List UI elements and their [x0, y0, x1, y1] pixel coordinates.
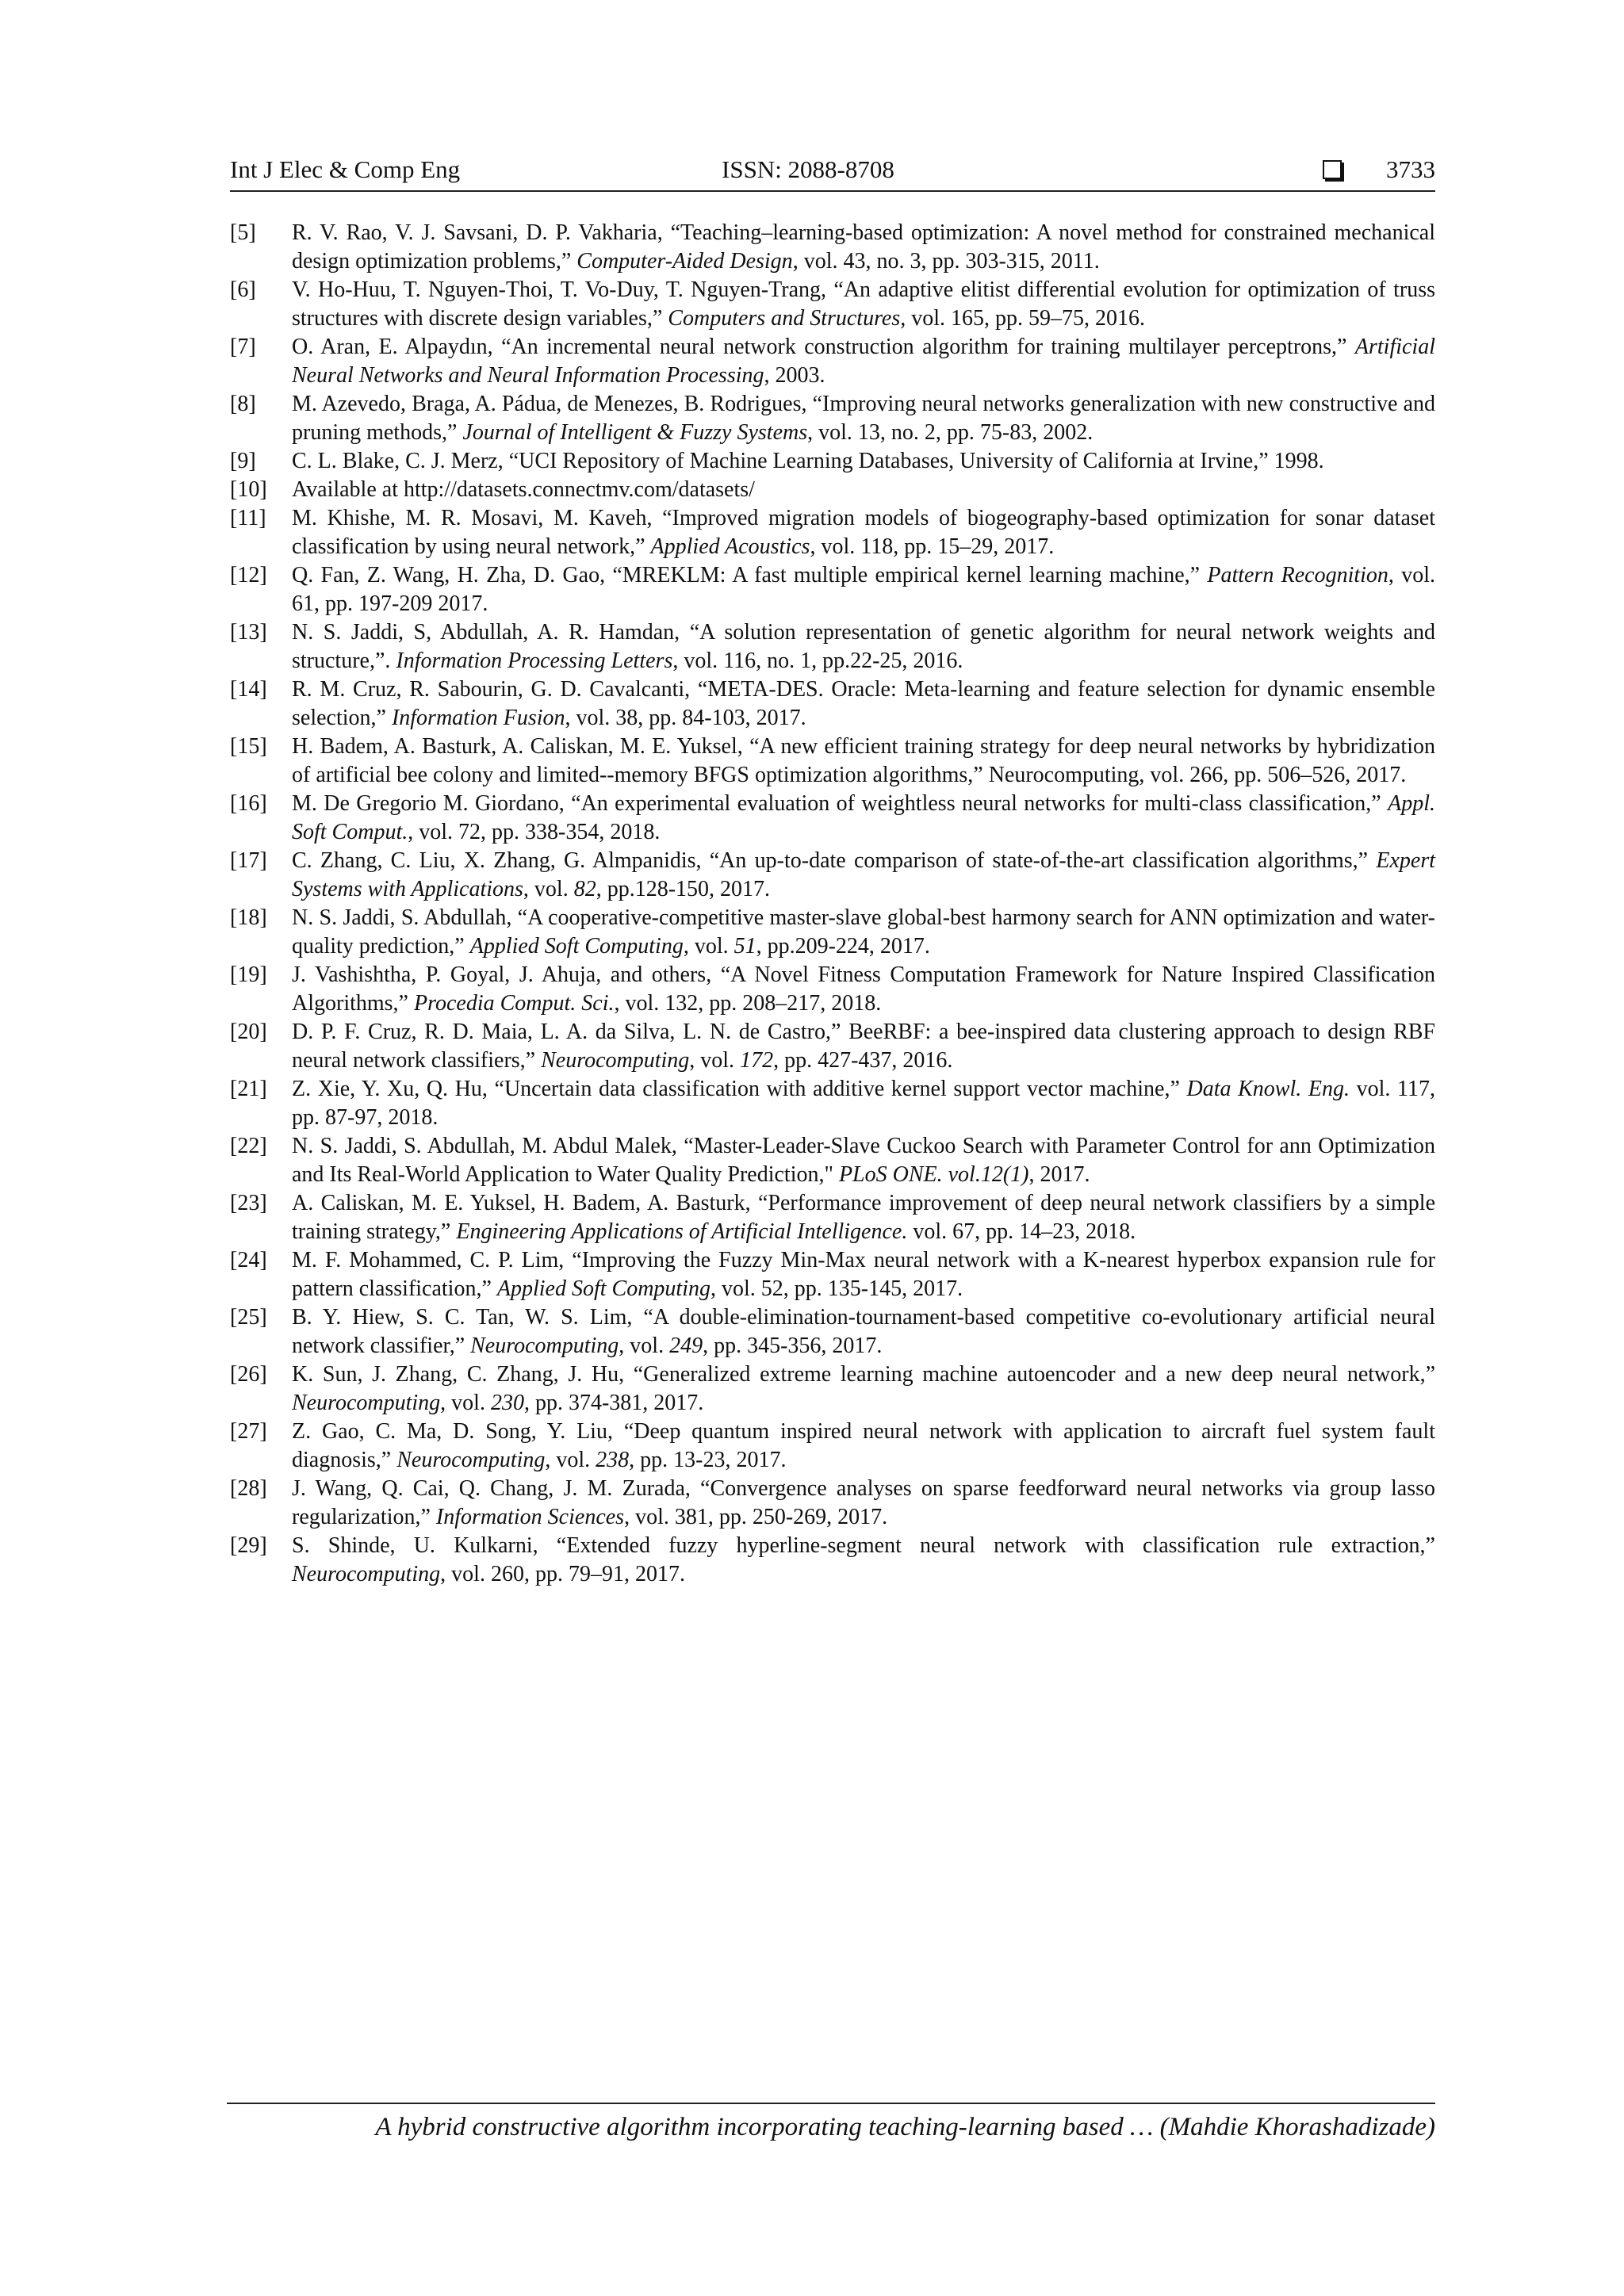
- reference-text-run: J. Wang, Q. Cai, Q. Chang, J. M. Zurada, “Convergence analyses on sparse feedforward neural networks via group lasso regularization,”: [292, 1476, 1435, 1529]
- reference-item: [230, 276, 1435, 333]
- reference-text-run: , vol.: [619, 1334, 670, 1358]
- reference-text: [292, 1132, 1435, 1189]
- reference-text-run: D. P. F. Cruz, R. D. Maia, L. A. da Silva, L. N. de Castro,” BeeRBF: a bee-inspired data clustering approach to design RBF neural network classifiers,”: [292, 1020, 1435, 1073]
- reference-text: [292, 1360, 1435, 1418]
- reference-source-italic: Neurocomputing: [292, 1562, 441, 1586]
- reference-source-italic: PLoS ONE. vol.12(1): [838, 1162, 1029, 1187]
- reference-text-run: M. De Gregorio M. Giordano, “An experimental evaluation of weightless neural networks for multi-class classification,”: [292, 791, 1388, 816]
- reference-text: [292, 1018, 1435, 1075]
- reference-source-italic: Information Fusion: [391, 706, 565, 730]
- reference-number: [26]: [230, 1362, 267, 1387]
- reference-source-italic: 230: [490, 1391, 524, 1415]
- reference-item: [230, 1246, 1435, 1303]
- reference-text: [292, 1418, 1435, 1475]
- reference-text-run: A. Caliskan, M. E. Yuksel, H. Badem, A. Basturk, “Performance improvement of deep neural network classifiers by a simple training strategy,”: [292, 1191, 1435, 1244]
- reference-source-italic: 249: [669, 1334, 703, 1358]
- reference-text-run: , vol. 118, pp. 15–29, 2017.: [810, 534, 1055, 559]
- reference-number: [28]: [230, 1476, 267, 1501]
- reference-item: [230, 1132, 1435, 1189]
- page-number: 3733: [1386, 155, 1435, 183]
- reference-text-run: , vol. 116, no. 1, pp.22-25, 2016.: [672, 649, 963, 673]
- reference-text-run: , vol. 43, no. 3, pp. 303-315, 2011.: [792, 249, 1100, 274]
- reference-number: [27]: [230, 1419, 267, 1444]
- reference-text: [292, 1475, 1435, 1532]
- reference-item: [230, 447, 1435, 476]
- reference-number: [11]: [230, 506, 266, 530]
- reference-number: [6]: [230, 277, 256, 302]
- reference-text: [292, 219, 1435, 276]
- reference-text: [292, 1303, 1435, 1360]
- reference-item: [230, 1475, 1435, 1532]
- reference-text-run: Q. Fan, Z. Wang, H. Zha, D. Gao, “MREKLM: A fast multiple empirical kernel learning machine,”: [292, 563, 1208, 587]
- reference-text-run: , pp. 427-437, 2016.: [773, 1048, 953, 1073]
- reference-text-run: N. S. Jaddi, S, Abdullah, A. R. Hamdan, “A solution representation of genetic algorithm for neural network weights and structure,”.: [292, 620, 1435, 673]
- reference-source-italic: 82: [573, 877, 596, 901]
- reference-text-run: Z. Gao, C. Ma, D. Song, Y. Liu, “Deep quantum inspired neural network with application to aircraft fuel system fault diagnosis,”: [292, 1419, 1435, 1472]
- reference-text: [292, 1189, 1435, 1246]
- reference-text-run: , pp. 374-381, 2017.: [523, 1391, 704, 1415]
- reference-text: [292, 733, 1435, 790]
- reference-text-run: , pp. 13-23, 2017.: [629, 1448, 787, 1472]
- reference-text-run: , 2017.: [1028, 1162, 1090, 1187]
- reference-number: [12]: [230, 563, 267, 587]
- reference-number: [23]: [230, 1191, 267, 1215]
- reference-number: [25]: [230, 1305, 267, 1330]
- reference-text-run: V. Ho-Huu, T. Nguyen-Thoi, T. Vo-Duy, T. Nguyen-Trang, “An adaptive elitist differential evolution for optimization of truss structures with discrete design variables,”: [292, 277, 1435, 331]
- reference-item: [230, 1360, 1435, 1418]
- reference-text-run: C. Zhang, C. Liu, X. Zhang, G. Almpanidis, “An up-to-date comparison of state-of-the-art classification algorithms,”: [292, 848, 1377, 873]
- reference-text: [292, 561, 1435, 618]
- reference-number: [5]: [230, 220, 256, 245]
- reference-number: [17]: [230, 848, 267, 873]
- reference-text-run: vol. 67, pp. 14–23, 2018.: [907, 1219, 1136, 1244]
- reference-text: [292, 476, 1435, 504]
- reference-text-run: , vol. 52, pp. 135-145, 2017.: [710, 1276, 963, 1301]
- reference-text: [292, 675, 1435, 733]
- reference-number: [29]: [230, 1533, 267, 1558]
- issn-label: ISSN: 2088-8708: [722, 155, 894, 183]
- reference-text: [292, 904, 1435, 961]
- reference-source-italic: Journal of Intelligent & Fuzzy Systems: [462, 420, 808, 445]
- reference-text-run: N. S. Jaddi, S. Abdullah, “A cooperative-competitive master-slave global-best harmony search for ANN optimization and water-quality prediction,”: [292, 905, 1435, 959]
- reference-source-italic: Pattern Recognition: [1207, 563, 1388, 587]
- reference-number: [13]: [230, 620, 267, 645]
- reference-text: [292, 961, 1435, 1018]
- reference-text: [292, 1532, 1435, 1589]
- reference-item: [230, 961, 1435, 1018]
- reference-list: [230, 219, 1435, 1589]
- reference-number: [7]: [230, 335, 256, 359]
- reference-text-run: , vol. 260, pp. 79–91, 2017.: [440, 1562, 685, 1586]
- reference-text-run: , vol. 72, pp. 338-354, 2018.: [408, 820, 661, 844]
- reference-text: [292, 1075, 1435, 1132]
- reference-text-run: N. S. Jaddi, S. Abdullah, M. Abdul Malek, “Master-Leader-Slave Cuckoo Search with Parameter Control for ann Optimization and Its Real-World Application to Water Quality Prediction,": [292, 1134, 1435, 1187]
- reference-text-run: H. Badem, A. Basturk, A. Caliskan, M. E. Yuksel, “A new efficient training strategy for deep neural networks by hybridization of artificial bee colony and limited--memory BFGS optimization algorithms,” Neurocomputing, vol. 266, pp. 506–526, 2017.: [292, 734, 1435, 787]
- reference-text-run: B. Y. Hiew, S. C. Tan, W. S. Lim, “A double-elimination-tournament-based competitive co-evolutionary artificial neural network classifier,”: [292, 1305, 1435, 1358]
- reference-source-italic: Computers and Structures: [668, 306, 901, 331]
- reference-source-italic: Procedia Comput. Sci.: [414, 991, 615, 1016]
- reference-text-run: , 2003.: [764, 363, 825, 388]
- reference-source-italic: Applied Soft Computing: [496, 1276, 710, 1301]
- reference-text-run: M. Khishe, M. R. Mosavi, M. Kaveh, “Improved migration models of biogeography-based optimization for sonar dataset classification by using neural network,”: [292, 506, 1435, 559]
- reference-item: [230, 618, 1435, 675]
- reference-text-run: S. Shinde, U. Kulkarni, “Extended fuzzy hyperline-segment neural network with classification rule extraction,”: [292, 1533, 1435, 1558]
- reference-number: [14]: [230, 677, 267, 702]
- reference-item: [230, 675, 1435, 733]
- reference-text: [292, 333, 1435, 390]
- reference-text-run: , vol. 132, pp. 208–217, 2018.: [614, 991, 882, 1016]
- reference-text: [292, 447, 1435, 476]
- reference-text-run: C. L. Blake, C. J. Merz, “UCI Repository of Machine Learning Databases, University of California at Irvine,” 1998.: [292, 449, 1324, 473]
- reference-text-run: , pp.209-224, 2017.: [756, 934, 930, 959]
- reference-text: [292, 276, 1435, 333]
- reference-item: [230, 1189, 1435, 1246]
- reference-text-run: , vol. 38, pp. 84-103, 2017.: [565, 706, 806, 730]
- reference-text-run: , vol. 13, no. 2, pp. 75-83, 2002.: [807, 420, 1094, 445]
- reference-source-italic: Applied Acoustics: [650, 534, 810, 559]
- reference-item: [230, 904, 1435, 961]
- reference-source-italic: Expert Systems with Applications: [292, 848, 1435, 901]
- reference-text-run: K. Sun, J. Zhang, C. Zhang, J. Hu, “Generalized extreme learning machine autoencoder and a new deep neural network,”: [292, 1362, 1435, 1387]
- reference-item: [230, 504, 1435, 561]
- reference-source-italic: 51: [733, 934, 756, 959]
- reference-source-italic: Neurocomputing: [396, 1448, 546, 1472]
- reference-text-run: , vol.: [545, 1448, 596, 1472]
- reference-number: [19]: [230, 962, 267, 987]
- reference-source-italic: 238: [596, 1448, 630, 1472]
- reference-item: [230, 847, 1435, 904]
- reference-source-italic: Data Knowl. Eng.: [1186, 1077, 1350, 1101]
- reference-source-italic: Neurocomputing: [292, 1391, 441, 1415]
- page-header: [230, 149, 1435, 192]
- reference-text-run: , vol. 61, pp. 197-209 2017.: [292, 563, 1435, 616]
- reference-item: [230, 561, 1435, 618]
- reference-text-run: M. F. Mohammed, C. P. Lim, “Improving the Fuzzy Min-Max neural network with a K-nearest hyperbox expansion rule for pattern classification,”: [292, 1248, 1435, 1301]
- reference-source-italic: Neurocomputing: [470, 1334, 619, 1358]
- reference-number: [18]: [230, 905, 267, 930]
- reference-source-italic: Applied Soft Computing: [469, 934, 684, 959]
- reference-text-run: , vol. 165, pp. 59–75, 2016.: [900, 306, 1146, 331]
- reference-source-italic: Information Sciences: [435, 1505, 625, 1529]
- reference-number: [16]: [230, 791, 267, 816]
- reference-number: [8]: [230, 392, 256, 416]
- reference-source-italic: Artificial Neural Networks and Neural Information Processing: [292, 335, 1435, 388]
- reference-item: [230, 1303, 1435, 1360]
- reference-source-italic: Appl. Soft Comput.: [292, 791, 1435, 844]
- reference-source-italic: Computer-Aided Design: [576, 249, 793, 274]
- reference-text-run: , vol.: [683, 934, 734, 959]
- reference-item: [230, 219, 1435, 276]
- reference-text-run: Z. Xie, Y. Xu, Q. Hu, “Uncertain data classification with additive kernel support vector machine,”: [292, 1077, 1187, 1101]
- reference-text-run: , vol.: [440, 1391, 491, 1415]
- reference-text-run: vol. 117, pp. 87-97, 2018.: [292, 1077, 1435, 1130]
- reference-item: [230, 1075, 1435, 1132]
- reference-source-italic: Neurocomputing: [541, 1048, 690, 1073]
- reference-item: [230, 1018, 1435, 1075]
- reference-item: [230, 790, 1435, 847]
- reference-text-run: , pp.128-150, 2017.: [596, 877, 771, 901]
- reference-source-italic: 172: [740, 1048, 774, 1073]
- reference-text: [292, 618, 1435, 675]
- reference-text-run: M. Azevedo, Braga, A. Pádua, de Menezes, B. Rodrigues, “Improving neural networks generalization with new constructive and pruning methods,”: [292, 392, 1435, 445]
- running-footer: A hybrid constructive algorithm incorporating teaching-learning based … (Mahdie Khorashadizade): [375, 2113, 1435, 2141]
- reference-text: [292, 1246, 1435, 1303]
- reference-number: [10]: [230, 477, 267, 502]
- reference-text-run: , pp. 345-356, 2017.: [703, 1334, 883, 1358]
- footer-divider: [227, 2103, 1435, 2104]
- reference-text-run: , vol.: [523, 877, 574, 901]
- reference-text-run: Available at http://datasets.connectmv.com/datasets/: [292, 477, 755, 502]
- reference-source-italic: Engineering Applications of Artificial Intelligence.: [456, 1219, 908, 1244]
- journal-name: Int J Elec & Comp Eng: [230, 155, 461, 183]
- reference-text: [292, 790, 1435, 847]
- reference-item: [230, 390, 1435, 447]
- reference-text: [292, 504, 1435, 561]
- reference-number: [9]: [230, 449, 256, 473]
- reference-text-run: O. Aran, E. Alpaydın, “An incremental neural network construction algorithm for training multilayer perceptrons,”: [292, 335, 1355, 359]
- checkbox-square-icon: [1323, 160, 1342, 179]
- reference-number: [15]: [230, 734, 267, 759]
- reference-number: [22]: [230, 1134, 267, 1158]
- reference-text-run: J. Vashishtha, P. Goyal, J. Ahuja, and others, “A Novel Fitness Computation Framework for Nature Inspired Classification Algorithms,”: [292, 962, 1435, 1016]
- reference-text-run: R. M. Cruz, R. Sabourin, G. D. Cavalcanti, “META-DES. Oracle: Meta-learning and feature selection for dynamic ensemble selection,”: [292, 677, 1435, 730]
- reference-number: [24]: [230, 1248, 267, 1272]
- page-number-block: [1323, 149, 1435, 190]
- reference-source-italic: Information Processing Letters: [396, 649, 673, 673]
- reference-item: [230, 476, 1435, 504]
- reference-text: [292, 847, 1435, 904]
- reference-number: [21]: [230, 1077, 267, 1101]
- reference-text-run: R. V. Rao, V. J. Savsani, D. P. Vakharia, “Teaching–learning-based optimization: A novel method for constrained mechanical design optimization problems,”: [292, 220, 1435, 274]
- reference-text-run: , vol.: [689, 1048, 741, 1073]
- reference-text-run: , vol. 381, pp. 250-269, 2017.: [624, 1505, 888, 1529]
- reference-item: [230, 333, 1435, 390]
- reference-number: [20]: [230, 1020, 267, 1044]
- reference-item: [230, 1418, 1435, 1475]
- reference-item: [230, 1532, 1435, 1589]
- reference-item: [230, 733, 1435, 790]
- reference-text: [292, 390, 1435, 447]
